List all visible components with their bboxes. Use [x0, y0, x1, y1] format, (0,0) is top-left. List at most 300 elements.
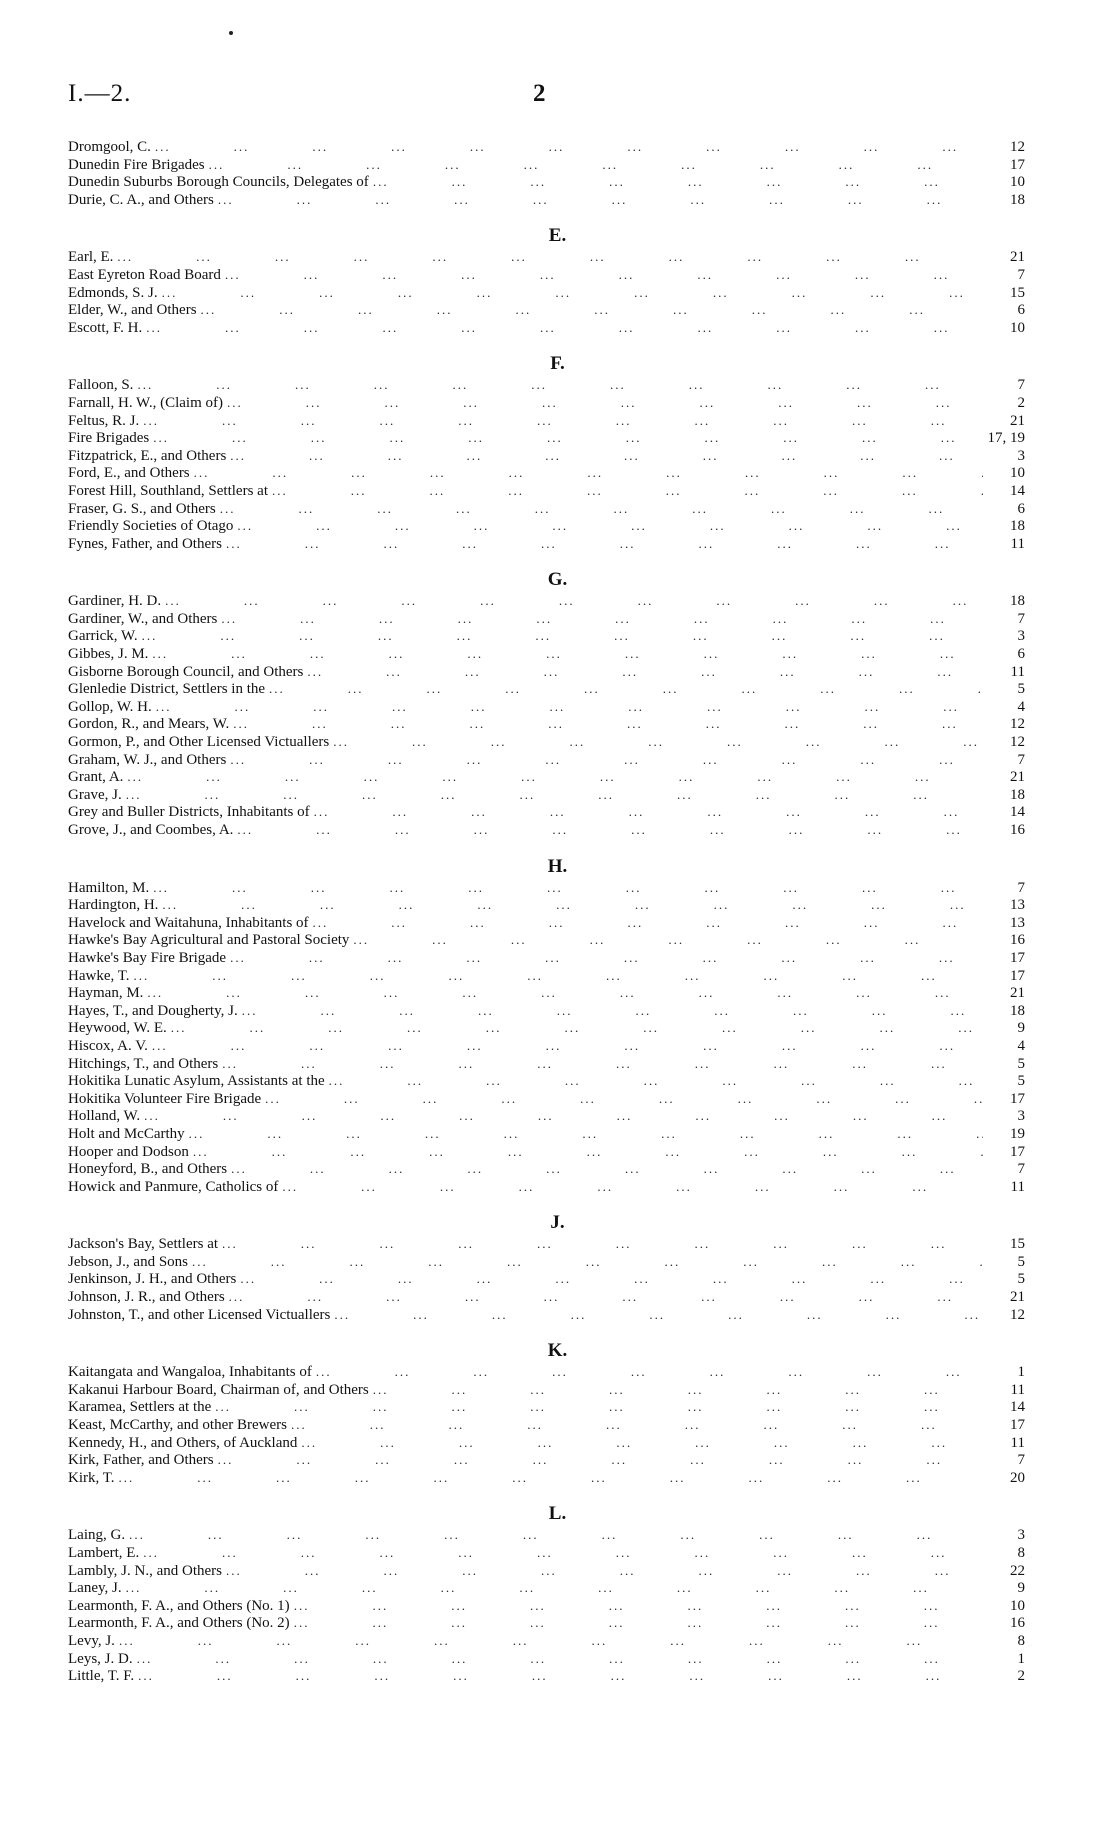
entry-page-ref: 17 [1010, 1417, 1025, 1434]
entry-page-ref: 20 [1010, 1469, 1025, 1486]
index-entry [68, 138, 1025, 156]
entry-name: Kirk, T. [68, 1469, 115, 1486]
dot-leader [227, 394, 983, 412]
dot-leader [229, 1288, 983, 1306]
index-entry [68, 1002, 1025, 1020]
index-entry [68, 464, 1025, 482]
entry-name: Fitzpatrick, E., and Others [68, 447, 227, 464]
index-entry [68, 1072, 1025, 1090]
index-entry [68, 1160, 1025, 1178]
entry-name: Dunedin Fire Brigades [68, 156, 205, 173]
entry-page-ref: 2 [1017, 1668, 1025, 1685]
dot-leader [222, 1055, 983, 1073]
section-letter: G. [547, 569, 568, 591]
dot-leader [226, 1562, 983, 1580]
entry-name: Hokitika Lunatic Asylum, Assistants at the [68, 1073, 325, 1090]
entry-page-ref: 9 [1017, 1020, 1025, 1037]
dot-leader [334, 1306, 983, 1324]
dot-leader [226, 535, 983, 553]
dot-leader [165, 592, 983, 610]
entry-name: Kennedy, H., and Others, of Auckland [68, 1434, 298, 1451]
entry-name: Gardiner, W., and Others [68, 610, 218, 627]
index-section [68, 1486, 1025, 1684]
dot-leader [153, 429, 983, 447]
dot-leader [152, 645, 983, 663]
entry-page-ref: 12 [1010, 716, 1025, 733]
index-entry [68, 751, 1025, 769]
dot-leader [137, 376, 983, 394]
index-entry [68, 1125, 1025, 1143]
entry-name: Honeyford, B., and Others [68, 1161, 228, 1178]
entry-name: Learmonth, F. A., and Others (No. 2) [68, 1615, 290, 1632]
entry-page-ref: 7 [1017, 377, 1025, 394]
entry-page-ref: 6 [1017, 302, 1025, 319]
entry-name: Fraser, G. S., and Others [68, 500, 216, 517]
entry-name: Laney, J. [68, 1580, 122, 1597]
dot-leader [194, 464, 983, 482]
dot-leader [162, 284, 983, 302]
entry-page-ref: 15 [1010, 284, 1025, 301]
index-entry [68, 1363, 1025, 1381]
index-entry [68, 896, 1025, 914]
index-entry [68, 1667, 1025, 1685]
index-entry [68, 698, 1025, 716]
entry-page-ref: 5 [1017, 1271, 1025, 1288]
dot-leader [230, 447, 983, 465]
dot-leader [242, 1002, 983, 1020]
index-entry [68, 173, 1025, 191]
entry-name: Lambert, E. [68, 1545, 140, 1561]
entry-page-ref: 3 [1017, 628, 1025, 645]
index-entry [68, 191, 1025, 209]
entry-name: Levy, J. [68, 1632, 115, 1649]
index-entry [68, 1270, 1025, 1288]
entry-page-ref: 6 [1017, 646, 1025, 663]
entry-name: Leys, J. D. [68, 1650, 133, 1667]
entry-page-ref: 3 [1017, 1108, 1025, 1125]
dot-leader [225, 266, 983, 284]
entry-page-ref: 7 [1017, 266, 1025, 283]
entry-name: Keast, McCarthy, and other Brewers [68, 1417, 287, 1434]
entry-page-ref: 7 [1017, 751, 1025, 768]
entry-name: Heywood, W. E. [68, 1020, 167, 1037]
section-spacer [68, 1323, 1025, 1339]
entry-name: Jebson, J., and Sons [68, 1253, 189, 1270]
dot-leader [307, 663, 983, 681]
dot-leader [231, 1160, 983, 1178]
dot-leader [301, 1434, 983, 1452]
entry-page-ref: 8 [1017, 1545, 1025, 1561]
dot-leader [201, 301, 983, 319]
entry-name: Friendly Societies of Otago [68, 518, 234, 535]
entry-page-ref: 18 [1010, 786, 1025, 803]
section-spacer [68, 1195, 1025, 1211]
entry-page-ref: 10 [1010, 319, 1025, 336]
entry-page-ref: 16 [1010, 932, 1025, 949]
dot-leader [134, 967, 983, 985]
entry-name: Johnston, T., and other Licensed Victuallers [68, 1306, 331, 1323]
index-entry [68, 500, 1025, 518]
dot-leader [209, 156, 983, 174]
entry-page-ref: 16 [1010, 822, 1025, 838]
dot-leader [230, 949, 983, 967]
entry-page-ref: 5 [1017, 681, 1025, 698]
index-section [68, 839, 1025, 1196]
entry-page-ref: 10 [1010, 1597, 1025, 1614]
entry-page-ref: 3 [1017, 1527, 1025, 1544]
dot-leader [192, 1253, 983, 1271]
entry-page-ref: 12 [1010, 139, 1025, 155]
entry-page-ref: 10 [1010, 465, 1025, 482]
entry-page-ref: 17 [1010, 156, 1025, 173]
entry-name: Lambly, J. N., and Others [68, 1562, 222, 1579]
entry-name: Earl, E. [68, 249, 114, 266]
index-entry [68, 1398, 1025, 1416]
stray-ink-mark [229, 31, 233, 35]
entry-name: Howick and Panmure, Catholics of [68, 1178, 279, 1195]
dot-leader [222, 1235, 983, 1253]
index-entry [68, 1650, 1025, 1668]
dot-leader [282, 1178, 983, 1196]
entry-name: Holland, W. [68, 1108, 141, 1125]
section-spacer [68, 336, 1025, 352]
entry-page-ref: 5 [1017, 1055, 1025, 1072]
index-entry [68, 1451, 1025, 1469]
entry-name: Hawke's Bay Fire Brigade [68, 949, 227, 966]
entry-name: Hamilton, M. [68, 879, 150, 896]
section-spacer [68, 208, 1025, 224]
index-entry [68, 1526, 1025, 1544]
dot-leader [215, 1398, 983, 1416]
section-letter: K. [547, 1340, 568, 1362]
entry-name: Ford, E., and Others [68, 465, 190, 482]
entry-name: Hayes, T., and Dougherty, J. [68, 1002, 238, 1019]
dot-leader [329, 1072, 983, 1090]
dot-leader [373, 173, 983, 191]
index-entry [68, 803, 1025, 821]
dot-leader [294, 1597, 983, 1615]
index-entry [68, 1037, 1025, 1055]
entry-page-ref: 3 [1017, 447, 1025, 464]
entry-name: Kakanui Harbour Board, Chairman of, and Others [68, 1381, 369, 1398]
index-entry [68, 645, 1025, 663]
dot-leader [272, 482, 983, 500]
dot-leader [117, 248, 983, 266]
index-entry [68, 949, 1025, 967]
index-entry [68, 733, 1025, 751]
index-section [68, 138, 1025, 208]
dot-leader [127, 768, 983, 786]
index-entry [68, 319, 1025, 337]
index-entry [68, 1288, 1025, 1306]
entry-name: Grove, J., and Coombes, A. [68, 822, 234, 838]
dot-leader [143, 1544, 983, 1562]
entry-name: Gisborne Borough Council, and Others [68, 663, 304, 680]
entry-name: Gordon, R., and Mears, W. [68, 716, 230, 733]
dot-leader [152, 1037, 983, 1055]
index-entry [68, 1235, 1025, 1253]
index-section [68, 208, 1025, 336]
dot-leader [144, 1107, 983, 1125]
entry-page-ref: 12 [1010, 1306, 1025, 1323]
entry-name: Forest Hill, Southland, Settlers at [68, 482, 268, 499]
entry-page-ref: 5 [1017, 1073, 1025, 1090]
entry-name: Learmonth, F. A., and Others (No. 1) [68, 1597, 290, 1614]
index-entry [68, 627, 1025, 645]
entry-name: Glenledie District, Settlers in the [68, 681, 266, 698]
index-section [68, 1323, 1025, 1486]
dot-leader [316, 1363, 983, 1381]
entry-name: Graham, W. J., and Others [68, 751, 227, 768]
index-entry [68, 967, 1025, 985]
entry-name: Grave, J. [68, 786, 122, 803]
index-entry [68, 715, 1025, 733]
section-spacer [68, 552, 1025, 568]
entry-page-ref: 17 [1010, 1090, 1025, 1107]
index-entry [68, 394, 1025, 412]
section-spacer [68, 1486, 1025, 1502]
index-entry [68, 1416, 1025, 1434]
index-entry [68, 592, 1025, 610]
dot-leader [138, 1667, 983, 1685]
dot-leader [218, 191, 983, 209]
entry-page-ref: 11 [1010, 663, 1025, 680]
entry-page-ref: 1 [1017, 1650, 1025, 1667]
entry-page-ref: 13 [1010, 914, 1025, 931]
dot-leader [265, 1090, 983, 1108]
entry-page-ref: 8 [1017, 1632, 1025, 1649]
entry-name: Laing, G. [68, 1527, 126, 1544]
index-entry [68, 768, 1025, 786]
dot-leader [155, 138, 983, 156]
index-entry [68, 931, 1025, 949]
entry-name: Escott, F. H. [68, 319, 143, 336]
entry-name: Jackson's Bay, Settlers at [68, 1236, 219, 1253]
dot-leader [269, 680, 983, 698]
index-entry [68, 1434, 1025, 1452]
dot-leader [119, 1469, 983, 1487]
entry-name: Havelock and Waitahuna, Inhabitants of [68, 914, 309, 931]
entry-name: Holt and McCarthy [68, 1125, 185, 1142]
dot-leader [221, 610, 983, 628]
entry-page-ref: 18 [1010, 518, 1025, 535]
section-letter: L. [548, 1503, 567, 1525]
entry-page-ref: 11 [1010, 1178, 1025, 1195]
entry-page-ref: 13 [1010, 897, 1025, 914]
entry-page-ref: 17 [1010, 1143, 1025, 1160]
entry-page-ref: 7 [1017, 1161, 1025, 1178]
entry-page-ref: 11 [1010, 535, 1025, 552]
entry-name: Fynes, Father, and Others [68, 535, 222, 552]
entry-name: Hitchings, T., and Others [68, 1055, 219, 1072]
index-section [68, 1195, 1025, 1323]
dot-leader [126, 1579, 983, 1597]
index-entry [68, 248, 1025, 266]
entry-page-ref: 11 [1010, 1381, 1025, 1398]
dot-leader [240, 1270, 983, 1288]
index-entry [68, 535, 1025, 553]
dot-leader [220, 500, 983, 518]
section-letter: F. [550, 353, 565, 375]
entry-name: Jenkinson, J. H., and Others [68, 1271, 237, 1288]
entry-page-ref: 21 [1010, 1289, 1025, 1306]
section-letter: J. [550, 1212, 565, 1234]
index-entry [68, 914, 1025, 932]
index-entry [68, 266, 1025, 284]
dot-leader [156, 698, 983, 716]
entry-name: Hokitika Volunteer Fire Brigade [68, 1090, 262, 1107]
entry-page-ref: 14 [1010, 1399, 1025, 1416]
index-entry [68, 663, 1025, 681]
dot-leader [218, 1451, 983, 1469]
entry-page-ref: 22 [1010, 1562, 1025, 1579]
document-reference: I.—2. [68, 80, 132, 107]
entry-page-ref: 21 [1010, 769, 1025, 786]
dot-leader [373, 1381, 983, 1399]
index-entry [68, 1381, 1025, 1399]
dot-leader [147, 984, 983, 1002]
index-entry [68, 821, 1025, 839]
index-entry [68, 1055, 1025, 1073]
entry-page-ref: 9 [1017, 1580, 1025, 1597]
dot-leader [142, 627, 983, 645]
entry-name: Falloon, S. [68, 377, 134, 394]
page-number: 2 [533, 80, 546, 107]
entry-name: Hardington, H. [68, 897, 159, 914]
entry-page-ref: 15 [1010, 1236, 1025, 1253]
entry-name: Feltus, R. J. [68, 412, 140, 429]
entry-page-ref: 11 [1010, 1434, 1025, 1451]
index-entry [68, 1253, 1025, 1271]
entry-name: Garrick, W. [68, 628, 138, 645]
entry-name: East Eyreton Road Board [68, 266, 221, 283]
index-entry [68, 376, 1025, 394]
index-entry [68, 1143, 1025, 1161]
entry-name: Durie, C. A., and Others [68, 191, 214, 208]
index-entry [68, 1579, 1025, 1597]
dot-leader [143, 412, 983, 430]
dot-leader [233, 715, 983, 733]
index-entry [68, 1306, 1025, 1324]
index-entry [68, 517, 1025, 535]
index-entry [68, 680, 1025, 698]
dot-leader [193, 1143, 983, 1161]
dot-leader [137, 1650, 983, 1668]
entry-page-ref: 21 [1010, 412, 1025, 429]
entry-name: Gibbes, J. M. [68, 646, 149, 663]
entry-page-ref: 14 [1010, 804, 1025, 821]
entry-page-ref: 4 [1017, 698, 1025, 715]
entry-name: Gollop, W. H. [68, 698, 152, 715]
index-entry [68, 482, 1025, 500]
entry-name: Hooper and Dodson [68, 1143, 189, 1160]
entry-page-ref: 18 [1010, 593, 1025, 610]
entry-page-ref: 7 [1017, 1452, 1025, 1469]
dot-leader [146, 319, 983, 337]
entry-name: Grey and Buller Districts, Inhabitants of [68, 804, 310, 821]
dot-leader [189, 1125, 983, 1143]
entry-name: Johnson, J. R., and Others [68, 1289, 225, 1306]
entry-page-ref: 7 [1017, 610, 1025, 627]
dot-leader [294, 1614, 983, 1632]
index-entry [68, 284, 1025, 302]
entry-name: Gardiner, H. D. [68, 593, 162, 610]
entry-page-ref: 2 [1017, 394, 1025, 411]
dot-leader [162, 896, 983, 914]
entry-page-ref: 6 [1017, 500, 1025, 517]
dot-leader [153, 879, 983, 897]
index-entry [68, 429, 1025, 447]
entry-name: Grant, A. [68, 769, 124, 786]
dot-leader [129, 1526, 983, 1544]
section-letter: H. [547, 855, 568, 877]
entry-name: Edmonds, S. J. [68, 284, 158, 301]
index-entry [68, 984, 1025, 1002]
index-entry [68, 156, 1025, 174]
index-entry [68, 1090, 1025, 1108]
dot-leader [313, 914, 983, 932]
section-spacer [68, 839, 1025, 855]
dot-leader [333, 733, 983, 751]
entry-name: Karamea, Settlers at the [68, 1399, 212, 1416]
index-entry [68, 786, 1025, 804]
index-list [68, 138, 1025, 1685]
index-entry [68, 879, 1025, 897]
dot-leader [171, 1019, 983, 1037]
index-entry [68, 412, 1025, 430]
entry-page-ref: 18 [1010, 1002, 1025, 1019]
index-entry [68, 1544, 1025, 1562]
index-entry [68, 1597, 1025, 1615]
index-entry [68, 1019, 1025, 1037]
dot-leader [237, 821, 983, 839]
index-entry [68, 1469, 1025, 1487]
dot-leader [237, 517, 983, 535]
entry-page-ref: 1 [1017, 1364, 1025, 1381]
index-entry [68, 301, 1025, 319]
entry-page-ref: 17 [1010, 949, 1025, 966]
index-section [68, 336, 1025, 552]
dot-leader [353, 931, 983, 949]
entry-page-ref: 10 [1010, 174, 1025, 191]
entry-name: Gormon, P., and Other Licensed Victuallers [68, 734, 330, 751]
entry-name: Dromgool, C. [68, 139, 151, 155]
entry-name: Kaitangata and Wangaloa, Inhabitants of [68, 1364, 312, 1381]
index-entry [68, 1178, 1025, 1196]
entry-page-ref: 21 [1010, 249, 1025, 266]
entry-name: Elder, W., and Others [68, 302, 197, 319]
dot-leader [230, 751, 983, 769]
index-entry [68, 1614, 1025, 1632]
index-entry [68, 1107, 1025, 1125]
entry-page-ref: 18 [1010, 191, 1025, 208]
entry-name: Hawke's Bay Agricultural and Pastoral Society [68, 932, 350, 949]
entry-page-ref: 16 [1010, 1615, 1025, 1632]
dot-leader [291, 1416, 983, 1434]
entry-page-ref: 21 [1010, 985, 1025, 1002]
entry-page-ref: 7 [1017, 879, 1025, 896]
index-entry [68, 610, 1025, 628]
entry-page-ref: 17 [1010, 967, 1025, 984]
section-letter: E. [548, 225, 567, 247]
entry-name: Farnall, H. W., (Claim of) [68, 394, 223, 411]
dot-leader [126, 786, 983, 804]
entry-page-ref: 17, 19 [987, 430, 1025, 447]
entry-name: Little, T. F. [68, 1668, 135, 1685]
index-section [68, 552, 1025, 838]
entry-page-ref: 5 [1017, 1253, 1025, 1270]
index-entry [68, 447, 1025, 465]
